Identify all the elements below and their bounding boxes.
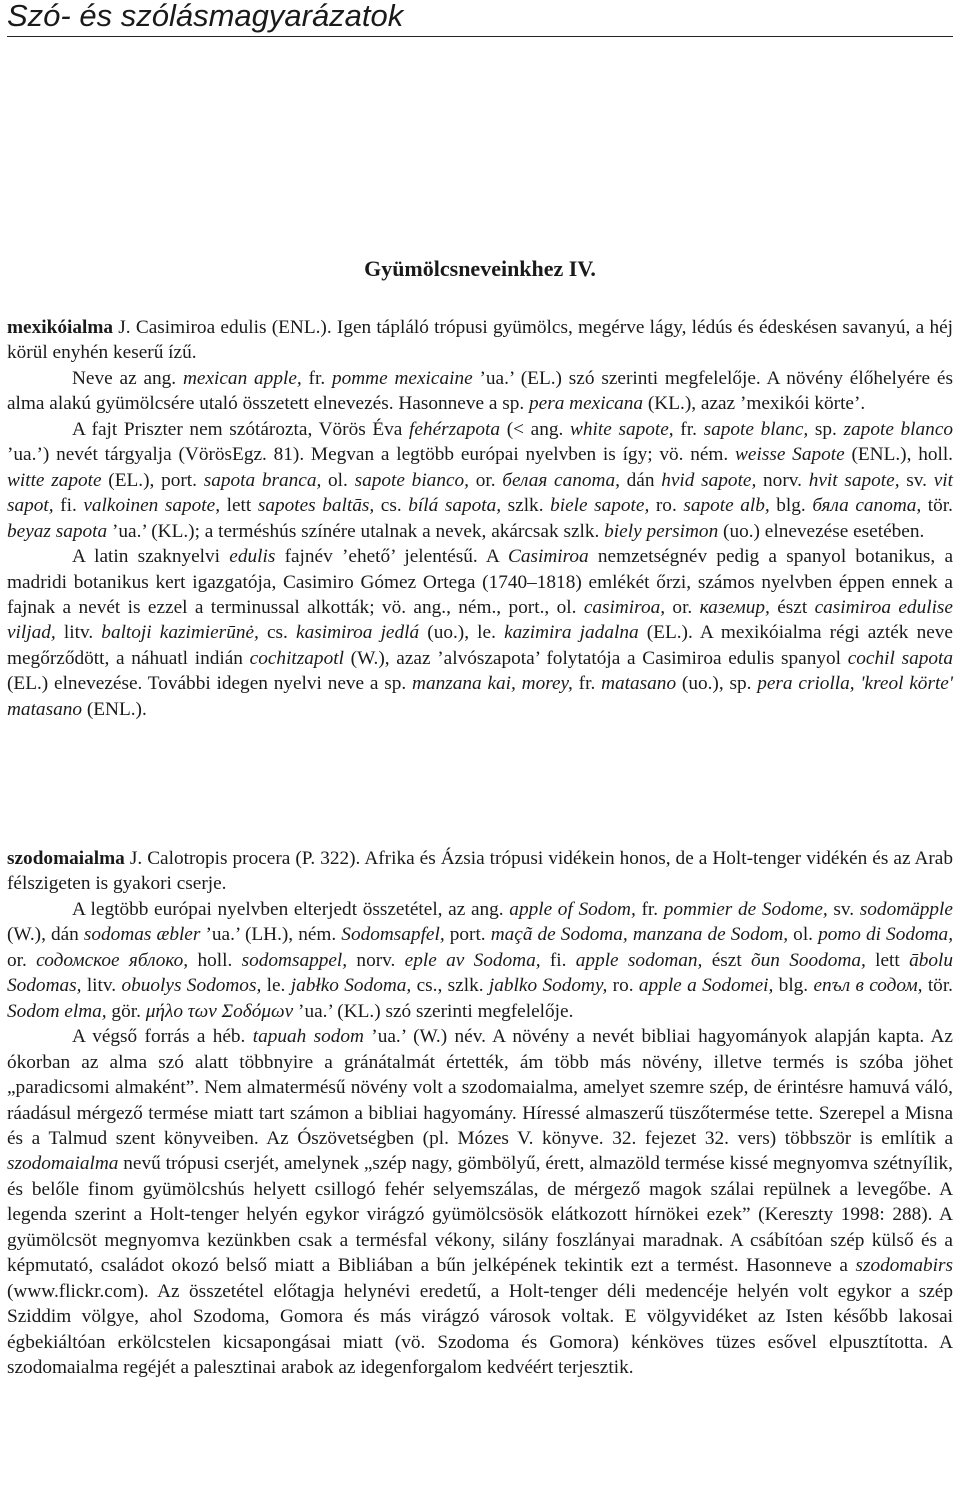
- italic-term: pomo di Sodoma,: [818, 924, 954, 946]
- italic-term: kazimira jadalna: [504, 622, 639, 644]
- italic-term: sodomas æbler: [83, 924, 201, 946]
- italic-term: tapuah sodom: [252, 1026, 364, 1048]
- italic-term: manzana kai, morey,: [412, 673, 573, 695]
- entry-paragraph: [7, 846, 953, 897]
- italic-term: casimiroa edulise viljad,: [7, 596, 953, 644]
- italic-term: каземир,: [699, 596, 770, 618]
- italic-term: matasano: [601, 673, 677, 695]
- entry-paragraph: A fajt Priszter nem szótározta, Vörös Éva fehérzapota (< ang. white sapote, fr. sapote blanc, sp. zapote blanco ’ua.’) nevét tárgyalja (VörösEgz. 81). Megvan a legtöbb európai nyelvben is így; vö. ném. weisse Sapote (ENL.), holl. witte zapote (EL.), port. sapota branca, ol. sapote bianco, or. белая canoma, dán hvid sapote, norv. hvit sapote, sv. vit sapot, fi. valkoinen sapote, lett sapotes baltās, cs. bílá sapota, szlk. biele sapote, ro. sapote alb, blg. бяла canoma, tör. beyaz sapota ’ua.’ (KL.); a terméshús színére utalnak a nevek, akárcsak szlk. biely persimon (uo.) elnevezése esetében.: [7, 418, 954, 542]
- italic-term: jablko Sodomy,: [488, 975, 608, 997]
- entry-text: J. Calotropis procera (P. 322). Afrika és Ázsia trópusi vidékein honos, de a Holt-tenger vidékén és az Arab félszigeten is gyakori cserje.: [7, 848, 953, 895]
- italic-term: õun Soodoma,: [751, 949, 866, 971]
- italic-term: Sodomsapfel,: [341, 924, 445, 946]
- italic-term: baltoji kazimierūnė,: [101, 622, 259, 644]
- italic-term: sapote bianco,: [354, 469, 469, 491]
- italic-term: sapotes baltās,: [257, 495, 375, 517]
- italic-term: sapota branca,: [203, 469, 322, 491]
- italic-term: obuolys Sodomos,: [121, 975, 262, 997]
- italic-term: ābolu Sodomas,: [7, 949, 954, 997]
- entry-mexikoialma: [7, 315, 953, 722]
- italic-term: kasimiroa jedlá: [296, 622, 420, 644]
- entry-paragraph: A legtöbb európai nyelvben elterjedt összetétel, az ang. apple of Sodom, fr. pommier de Sodome, sv. sodomäpple (W.), dán sodomas æbler ’ua.’ (LH.), ném. Sodomsapfel, port. maçã de Sodoma, manzana de Sodom, ol. pomo di Sodoma, or. содомское яблоко, holl. sodomsappel, norv. eple av Sodoma, fi. apple sodoman, észt õun Soodoma, lett ābolu Sodomas, litv. obuolys Sodomos, le. jabłko Sodoma, cs., szlk. jablko Sodomy, ro. apple a Sodomei, blg. епъл в содом, tör. Sodom elma, gör. μήλο των Σοδόμων ’ua.’ (KL.) szó szerinti megfelelője.: [7, 898, 954, 1022]
- entry-headword: szodomaialma: [7, 848, 125, 869]
- italic-term: hvid sapote,: [661, 469, 757, 491]
- italic-term: бяла canoma,: [812, 495, 922, 517]
- italic-term: Casimiroa: [507, 546, 589, 568]
- italic-term: maçã de Sodoma, manzana de Sodom,: [490, 924, 789, 946]
- section-title: Gyümölcsneveinkhez IV.: [364, 256, 596, 281]
- italic-term: Sodom elma,: [7, 1000, 107, 1022]
- italic-term: pommier de Sodome,: [663, 898, 828, 920]
- running-head: Szó- és szólásmagyarázatok: [7, 0, 404, 33]
- entry-paragraph: Neve az ang. mexican apple, fr. pomme mexicaine ’ua.’ (EL.) szó szerinti megfelelője. A növény élőhelyére és alma alakú gyümölcsére utaló összetett elnevezés. Hasonneve a sp. pera mexicana (KL.), azaz ’mexikói körte’.: [7, 367, 953, 415]
- italic-term: beyaz sapota: [7, 520, 108, 542]
- italic-term: apple sodoman,: [575, 949, 703, 971]
- entry-szodomaialma: [7, 846, 953, 1381]
- italic-term: biele sapote,: [550, 495, 650, 517]
- italic-term: witte zapote: [7, 469, 102, 491]
- italic-term: sodomsappel,: [241, 949, 348, 971]
- italic-term: μήλο των Σοδόμων: [145, 1000, 294, 1022]
- italic-term: sodomäpple: [859, 898, 953, 920]
- italic-term: jabłko Sodoma,: [290, 975, 412, 997]
- entry-paragraph: A latin szaknyelvi edulis fajnév ’ehető’ jelentésű. A Casimiroa nemzetségnév pedig a spanyol botanikus, a madridi botanikus kert igazgatója, Casimiro Gómez Ortega (1740–1818) emlékét őrzi, számos nyelvben éppen ennek a fajnak a nevét is ezzel a terminussal alkották; vö. ang., ném., port., ol. casimiroa, or. каземир, észt casimiroa edulise viljad, litv. baltoji kazimierūnė, cs. kasimiroa jedlá (uo.), le. kazimira jadalna (EL.). A mexikóialma régi azték neve megőrződött, a náhuatl indián cochitzapotl (W.), azaz ’alvószapota’ folytatója a Casimiroa edulis spanyol cochil sapota (EL.) elnevezése. További idegen nyelvi neve a sp. manzana kai, morey, fr. matasano (uo.), sp. pera criolla, 'kreol körte' matasano (ENL.).: [7, 546, 953, 720]
- italic-term: szodomaialma: [7, 1153, 119, 1175]
- italic-term: pera criolla, 'kreol körte' matasano: [7, 673, 953, 720]
- italic-term: apple of Sodom,: [509, 898, 636, 920]
- italic-term: biely persimon: [604, 520, 719, 542]
- italic-term: содомское яблоко,: [36, 949, 189, 971]
- italic-term: fehérzapota: [409, 418, 501, 440]
- italic-term: белая canoma,: [502, 469, 620, 491]
- entry-paragraph: [7, 315, 953, 366]
- entry-headword: mexikóialma: [7, 317, 114, 338]
- italic-term: white sapote,: [570, 418, 674, 440]
- italic-term: weisse Sapote: [735, 444, 845, 466]
- italic-term: pera mexicana: [529, 393, 644, 415]
- entry-paragraph: A végső forrás a héb. tapuah sodom ’ua.’ (W.) név. A növény a nevét bibliai hagyományok alapján kapta. Az ókorban az alma szó alatt többnyire a gránátalmát értették, ám több más növény, illetve termés is szóba jöhet „paradicsomi almaként”. Nem almatermésű növény volt a szodomaialma, amelyet szemre szép, de érintésre hamuvá váló, ráadásul mérgező termése miatt tart számon a bibliai hagyomány. Híressé almaszerű tüszőtermése tette. Szerepel a Misna és a Talmud szent könyveiben. Az Ószövetségben (pl. Mózes V. könyve. 32. fejezet 32. vers) többször is említik a szodomaialma nevű trópusi cserjét, amelynek „szép nagy, gömbölyű, érett, almazöld termése kissé megnyomva szétnyílik, és belőle finom gyümölcshús helyett csillogó fehér selyemszálas, de mérgező magok szálai repülnek a levegőbe. A legenda szerint a Holt-tenger helyén egykor virágzó gyümölcsösök elátkozott hírnökei ezek” (Kereszty 1998: 288). A gyümölcsöt megnyomva kezünkben csak a termésfal vékony, silány foszlányai maradnak. A csábítóan szép külső és a képmutató, családot okozó belső miatt a Bibliában a bűn jelképének tekintik ezt a termést. Hasonneve a szodomabirs (www.flickr.com). Az összetétel előtagja helynévi eredetű, a Holt-tenger déli medencéje helyén volt egykor a szép Sziddim völgye, ahol Szodoma, Gomora és más virágzó városok voltak. E völgyvidéket az Isten később lakosai égbekiáltóan erkölcstelen kicsapongásai miatt (vö. Szodoma és Gomora) kénköves tüzes esővel elpusztította. A szodomaialma regéjét a palesztinai arabok az idegenforgalom kedvéért terjesztik.: [7, 1026, 953, 1379]
- italic-term: епъл в содом,: [813, 975, 923, 997]
- italic-term: casimiroa,: [583, 596, 666, 618]
- italic-term: hvit sapote,: [808, 469, 900, 491]
- italic-term: cochitzapotl: [249, 647, 344, 669]
- italic-term: pomme mexicaine: [331, 367, 473, 389]
- italic-term: szodomabirs: [855, 1255, 953, 1277]
- italic-term: bílá sapota,: [408, 495, 502, 517]
- italic-term: cochil sapota: [847, 647, 953, 669]
- entry-text: J. Casimiroa edulis (ENL.). Igen tápláló trópusi gyümölcs, megérve lágy, lédús és édeskésen savanyú, a héj körül enyhén keserű ízű.: [7, 317, 953, 364]
- italic-term: sapote alb,: [683, 495, 770, 517]
- italic-term: edulis: [229, 546, 276, 568]
- header-rule: [7, 36, 953, 37]
- italic-term: sapote blanc,: [703, 418, 809, 440]
- document-page: [7, 0, 954, 1379]
- italic-term: apple a Sodomei,: [638, 975, 774, 997]
- italic-term: mexican apple,: [182, 367, 302, 389]
- italic-term: zapote blanco: [843, 418, 954, 440]
- italic-term: vit sapot,: [7, 469, 953, 517]
- italic-term: valkoinen sapote,: [83, 495, 221, 517]
- italic-term: eple av Sodoma,: [404, 949, 541, 971]
